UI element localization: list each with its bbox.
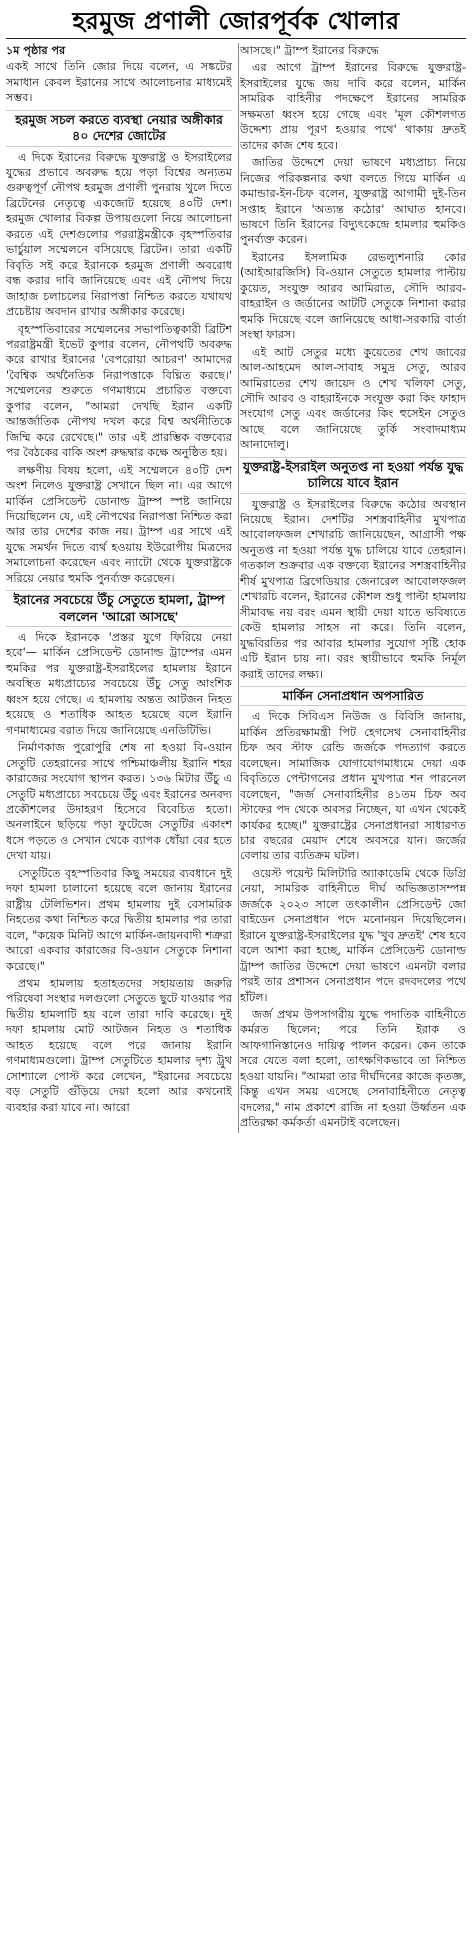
right-column — [240, 43, 466, 1133]
subheading-iran-war: যুক্তরাষ্ট্র-ইসরাইল অনুতপ্ত না হওয়া পর্যন্ত যুদ্ধ চালিয়ে যাবে ইরান — [240, 457, 466, 494]
subheading-bridge-attack: ইরানের সবচেয়ে উঁচু সেতুতে হামলা, ট্রাম্প বললেন 'আরো আসছে' — [6, 590, 232, 627]
article-columns — [6, 43, 466, 1133]
paragraph-continuation: আসছে।" ট্রাম্প ইরানের বিরুদ্ধে — [240, 44, 379, 57]
paragraph: এর আগে ট্রাম্প ইরানের বিরুদ্ধে যুক্তরাষ্ট্র-ইসরাইলের যুদ্ধে জয় দাবি করে বলেন, মার্কিন সামরিক বাহিনীর পদক্ষেপে ইরানের সামরিক সক্ষমতা ধ্বংস হয়ে গেছে এবং 'মূল কৌশলগত উদ্দেশ্য প্রায় পূরণ হওয়ার পথে' থাকায় দ্রুতই তাদের কাজ শেষ হবে। — [240, 61, 466, 152]
paragraph: এ দিকে ইরানকে 'প্রস্তর যুগে ফিরিয়ে নেয়া হবে'— মার্কিন প্রেসিডেন্ট ডোনাল্ড ট্রাম্পের এমন হুমকির পর যুক্তরাষ্ট্র-ইসরাইলের হামলায় ইরানে অবস্থিত মধ্যপ্রাচ্যের সবচেয়ে উঁচু সেতু আংশিক ধ্বংস হয়ে গেছে। এ হামলায় অন্তত আটজন নিহত হয়েছে ও শতাধিক আহত হয়েছে বলে ইরানি গণমাধ্যমের বরাত দিয়ে জানিয়েছে এনডিটিভি। — [6, 631, 232, 737]
paragraph: এ দিকে ইরানের বিরুদ্ধে যুক্তরাষ্ট্র ও ইসরাইলের যুদ্ধের প্রভাবে অবরুদ্ধ হয়ে পড়া বিশ্বের অন্যতম গুরুত্বপূর্ণ নৌপথ হরমুজ প্রণালী পুনরায় খুলে দিতে ব্রিটেনের নেতৃত্বে একজোট হয়েছে ৪০টি দেশ। হরমুজ খোলার বিকল্প উপায়গুলো নিয়ে আলোচনা করতে এই দেশগুলোর পররাষ্ট্রমন্ত্রীকে বৃহস্পতিবার ভার্চুয়াল সম্মেলনে বসিয়েছে ব্রিটেন। তারা একটি বিবৃতি সই করে ইরানকে হরমুজ প্রণালী অবরোধ বন্ধ করার দাবি জানিয়েছে এবং এই নৌপথ দিয়ে জাহাজ চলাচলের নিরাপত্তা নিশ্চিত করতে যথাযথ প্রচেষ্টায় অবদান রাখার অঙ্গীকার করেছে। — [6, 150, 232, 319]
paragraph: সেতুটিতে বৃহস্পতিবার কিছু সময়ের ব্যবধানে দুই দফা হামলা চালানো হয়েছে বলে জানায় ইরানের রাষ্ট্রীয় টেলিভিশন। প্রথম হামলায় দুই বেসামরিক নিহতের কথা নিশ্চিত করে দ্বিতীয় হামলার পর তারা বলে, "কয়েক মিনিট আগে মার্কিন-জায়নবাদী শত্রুরা আরো একবার কারাজের বি-ওয়ান সেতুকে নিশানা করেছে।" — [6, 866, 232, 973]
paragraph: এই আট সেতুর মধ্যে কুয়েতের শেখ জাবের আল-আহমেদ আল-সাবাহ সমুদ্র সেতু, আরব আমিরাতের শেখ জায়েদ ও শেখ খলিফা সেতু, সৌদি আরব ও বাহরাইনকে সংযুক্ত করা কিং ফাহাদ সংযোগ সেতু এবং জর্ডানের কিং হুসেইন সেতুও আছে বলে জানিয়েছে তুর্কি সংবাদমাধ্যম আনাদোলু। — [240, 345, 466, 452]
paragraph: নির্মাণকাজ পুরোপুরি শেষ না হওয়া বি-ওয়ান সেতুটি তেহরানের সাথে পশ্চিমাঞ্চলীয় ইরানি শহর কারাজের সংযোগ স্থাপন করত। ১৩৬ মিটার উঁচু এ সেতুটি মধ্যপ্রাচ্যে সবচেয়ে উঁচু এবং ইরানের অনবদ্য প্রকৌশলের উদাহরণ হিসেবে বিবেচিত হতো। অনলাইনে ছড়িয়ে পড়া ফুটেজে সেতুটির একাংশ ধসে পড়তে ও সেখান থেকে ব্যাপক ধোঁয়া বের হতে দেখা যায়। — [6, 741, 232, 863]
paragraph: জাতির উদ্দেশে দেয়া ভাষণে মধ্যপ্রাচ্য নিয়ে নিজের পরিকল্পনার কথা বলতে গিয়ে মার্কিন এ কমান্ডার-ইন-চিফ বলেন, যুক্তরাষ্ট্র আগামী দুই-তিন সপ্তাহ ইরানে 'অত্যন্ত কঠোর' আঘাত হানবে। ভাষণে তিনি ইরানের বিদ্যুৎকেন্দ্রে হামলার হুমকিও পুনর্ব্যক্ত করেন। — [240, 156, 466, 247]
paragraph: ওয়েস্ট পয়েন্ট মিলিটারি অ্যাকাডেমি থেকে ডিগ্রি নেয়া, সামরিক বাহিনীতে দীর্ঘ অভিজ্ঞতাসম্পন্ন জর্জকে ২০২৩ সালে তৎকালীন প্রেসিডেন্ট জো বাইডেন সেনাপ্রধান পদে মনোনয়ন দিয়েছিলেন। ইরানে যুক্তরাষ্ট্র-ইসরাইলের যুদ্ধ 'খুব দ্রুতই' শেষ হবে বলে আশা করা হচ্ছে, মার্কিন প্রেসিডেন্ট ডোনাল্ড ট্রাম্প জাতির উদ্দেশে দেয়া ভাষণে এমনটা বলার পরই তার প্রশাসন সেনাপ্রধান পদে রদবদলের পথে হাঁটল। — [240, 866, 466, 1004]
paragraph: এ দিকে সিবিএস নিউজ ও বিবিসি জানায়, মার্কিন প্রতিরক্ষামন্ত্রী পিট হেগসেথ সেনাবাহিনীর চিফ অব স্টাফ রেন্ডি জর্জকে পদত্যাগ করতে বলেছেন। সামাজিক যোগাযোগমাধ্যমে দেয়া এক বিবৃতিতে পেন্টাগনের প্রধান মুখপাত্র শন পারনেল বলেছেন, "জর্জ সেনাবাহিনীর ৪১তম চিফ অব স্টাফের পদ থেকে অবসর নিচ্ছেন, যা এখন থেকেই কার্যকর হচ্ছে।" যুক্তরাষ্ট্রের সেনাপ্রধানরা সাধারণত চার বছরের মেয়াদ শেষে অবসরে যান। জর্জের বেলায় তার ব্যতিক্রম ঘটল। — [240, 710, 466, 863]
continued-from-label: ১ম পৃষ্ঠার পর — [6, 44, 66, 57]
paragraph: প্রথম হামলায় হতাহতদের সহায়তায় জরুরি পরিষেবা সংস্থার দলগুলো সেতুতে ছুটে যাওয়ার পর দ্বিতীয় হামলাটি হয় বলে তারা দাবি করেছে। দুই দফা হামলায় মোট আটজন নিহত ও শতাধিক আহত হয়েছে বলে পরে জানায় ইরানি গণমাধ্যমগুলো। ট্রাম্প সেতুটিতে হামলার দৃশ্য ট্রুথ সোশ্যালে পোস্ট করে লেখেন, "ইরানের সবচেয়ে বড় সেতুটি গুঁড়িয়ে দেয়া হলো আর কখনোই ব্যবহার করা যাবে না। আরো — [6, 976, 232, 1114]
paragraph: ইরানের ইসলামিক রেভল্যুশনারি কোর (আইআরজিসি) বি-ওয়ান সেতুতে হামলার পাল্টায় কুয়েত, সংযুক্ত আরব আমিরাত, সৌদি আরব-বাহরাইন ও জর্ডানের আটটি সেতুকে নিশানা করার হুমকি দিয়েছে বলে জানিয়েছে আধা-সরকারি বার্তা সংস্থা ফারস। — [240, 250, 466, 342]
paragraph: লক্ষণীয় বিষয় হলো, এই সম্মেলনে ৪০টি দেশ অংশ নিলেও যুক্তরাষ্ট্র সেখানে ছিল না। এর আগে মার্কিন প্রেসিডেন্ট ডোনাল্ড ট্রাম্প স্পষ্ট জানিয়ে দিয়েছিলেন যে, এই নৌপথের নিরাপত্তা নিশ্চিত করা আর তার দেশের কাজ নয়। ট্রাম্প এর সাথে এই যুদ্ধে সমর্থন দিতে ব্যর্থ হওয়ায় ইউরোপীয় মিত্রদের সমালোচনা করেছেন এবং ন্যাটো থেকে যুক্তরাষ্ট্রকে সরিয়ে নেয়ার হুমকি পুনর্ব্যক্ত করেছেন। — [6, 463, 232, 585]
headline: হরমুজ প্রণালী জোরপূর্বক খোলার — [6, 4, 466, 39]
subheading-army-chief: মার্কিন সেনাপ্রধান অপসারিত — [240, 686, 466, 706]
subheading-coalition: হরমুজ সচল করতে ব্যবস্থা নেয়ার অঙ্গীকার ৪০ দেশের জোটের — [6, 110, 232, 147]
paragraph: জর্জ প্রথম উপসাগরীয় যুদ্ধে পদাতিক বাহিনীতে কর্মরত ছিলেন; পরে তিনি ইরাক ও আফগানিস্তানেও দায়িত্ব পালন করেন। কেন তাকে সরে যেতে বলা হলো, তাৎক্ষণিকভাবে তা নিশ্চিত হওয়া যায়নি। "আমরা তার দীর্ঘদিনের কাজে কৃতজ্ঞ, কিন্তু এখন সময় এসেছে সেনাবাহিনীতে নেতৃত্ব বদলের," নাম প্রকাশে রাজি না হওয়া উর্ধ্বতন এক প্রতিরক্ষা কর্মকর্তা এমনটাই বলেছেন। — [240, 1007, 466, 1130]
left-column — [6, 43, 239, 1133]
paragraph: যুক্তরাষ্ট্র ও ইসরাইলের বিরুদ্ধে কঠোর অবস্থান নিয়েছে ইরান। দেশটির সশস্ত্রবাহিনীর মুখপাত্র আবোলফজল শেখারচি জানিয়েছেন, আগ্রাসী পক্ষ অনুতপ্ত না হওয়া পর্যন্ত যুদ্ধ চালিয়ে যাবে তেহরান। গতকাল শুক্রবার এক বক্তব্যে ইরানের সশস্ত্রবাহিনীর শীর্ষ মুখপাত্র ব্রিগেডিয়ার জেনারেল আবোলফজল শেখারচি বলেন, ইরানের কৌশল শুধু পাল্টা হামলায় সীমাবদ্ধ নয় বরং এমন স্থায়ী দেয়া যাতে ভবিষ্যতে কেউ হামলার সাহস না করে। তিনি বলেন, যুদ্ধবিরতির পর আবার হামলার সুযোগ সৃষ্টি হোক এটি ইরান চায় না। বরং স্থায়ীভাবে হুমকি নির্মূল করাই তাদের লক্ষ্য। — [240, 497, 466, 681]
intro-paragraph: একই সাথে তিনি জোর দিয়ে বলেন, এ সঙ্কটের সমাধান কেবল ইরানের সাথে আলোচনার মাধ্যমেই সম্ভব। — [6, 60, 232, 105]
paragraph: বৃহস্পতিবারের সম্মেলনের সভাপতিত্বকারী ব্রিটিশ পররাষ্ট্রমন্ত্রী ইভেট কুপার বলেন, নৌপথটি অবরুদ্ধ করে রাখার ইরানের 'বেপরোয়া আচরণ' আমাদের 'বৈশ্বিক অর্থনৈতিক নিরাপত্তাকে বিঘ্নিত করছে।' সম্মেলনের শুরুতে গণমাধ্যমে প্রচারিত বক্তব্যে কুপার বলেন, "আমরা দেখছি ইরান একটি আন্তর্জাতিক নৌপথ দখল করে বিশ্ব অর্থনীতিকে জিম্মি করে রেখেছে।" তার এই প্রারম্ভিক বক্তব্যের পর বৈঠকের বাকি অংশ রুদ্ধদ্বার কক্ষে অনুষ্ঠিত হয়। — [6, 322, 232, 460]
